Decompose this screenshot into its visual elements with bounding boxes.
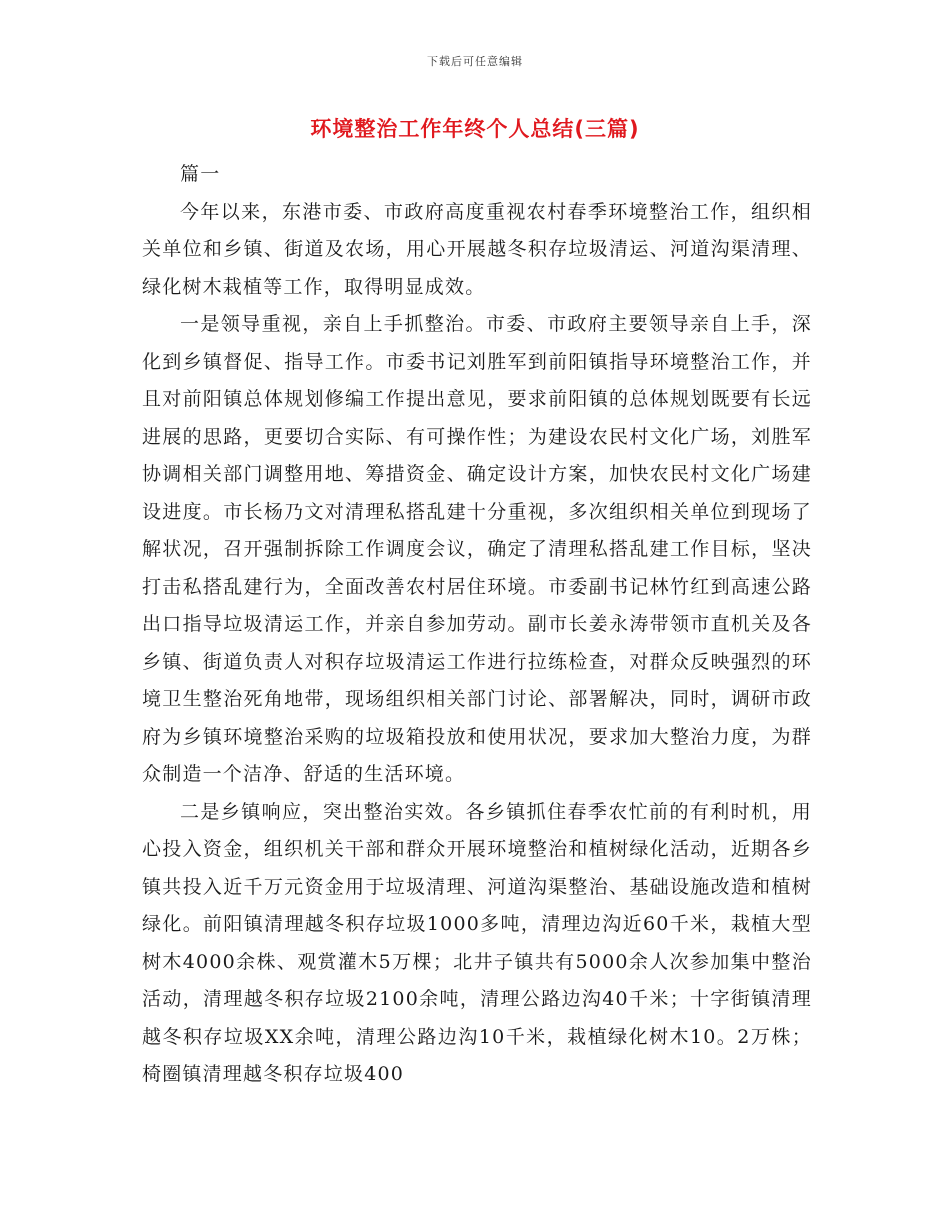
document-body [142, 156, 812, 1094]
paragraph-leadership: 一是领导重视，亲自上手抓整治。市委、市政府主要领导亲自上手，深化到乡镇督促、指导工作。市委书记刘胜军到前阳镇指导环境整治工作，并且对前阳镇总体规划修编工作提出意见，要求前阳镇的总体规划既要有长远进展的思路，更要切合实际、有可操作性；为建设农民村文化广场，刘胜军协调相关部门调整用地、筹措资金、确定设计方案，加快农民村文化广场建设进度。市长杨乃文对清理私搭乱建十分重视，多次组织相关单位到现场了解状况，召开强制拆除工作调度会议，确定了清理私搭乱建工作目标，坚决打击私搭乱建行为，全面改善农村居住环境。市委副书记林竹红到高速公路出口指导垃圾清运工作，并亲自参加劳动。副市长姜永涛带领市直机关及各乡镇、街道负责人对积存垃圾清运工作进行拉练检查，对群众反映强烈的环境卫生整治死角地带，现场组织相关部门讨论、部署解决，同时，调研市政府为乡镇环境整治采购的垃圾箱投放和使用状况，要求加大整治力度，为群众制造一个洁净、舒适的生活环境。 [142, 313, 812, 785]
document-title: 环境整治工作年终个人总结(三篇) [310, 117, 640, 141]
header-note: 下载后可任意编辑 [427, 55, 523, 68]
section-label: 篇一 [180, 163, 221, 185]
paragraph-intro: 今年以来，东港市委、市政府高度重视农村春季环境整治工作，组织相关单位和乡镇、街道及农场，用心开展越冬积存垃圾清运、河道沟渠清理、绿化树木栽植等工作，取得明显成效。 [142, 200, 812, 298]
paragraph-townships: 二是乡镇响应，突出整治实效。各乡镇抓住春季农忙前的有利时机，用心投入资金，组织机关干部和群众开展环境整治和植树绿化活动，近期各乡镇共投入近千万元资金用于垃圾清理、河道沟渠整治、基础设施改造和植树绿化。前阳镇清理越冬积存垃圾1000多吨，清理边沟近60千米，栽植大型树木4000余株、观赏灌木5万棵；北井子镇共有5000余人次参加集中整治活动，清理越冬积存垃圾2100余吨，清理公路边沟40千米；十字街镇清理越冬积存垃圾XX余吨，清理公路边沟10千米，栽植绿化树木10。2万株；椅圈镇清理越冬积存垃圾400 [142, 800, 812, 1085]
